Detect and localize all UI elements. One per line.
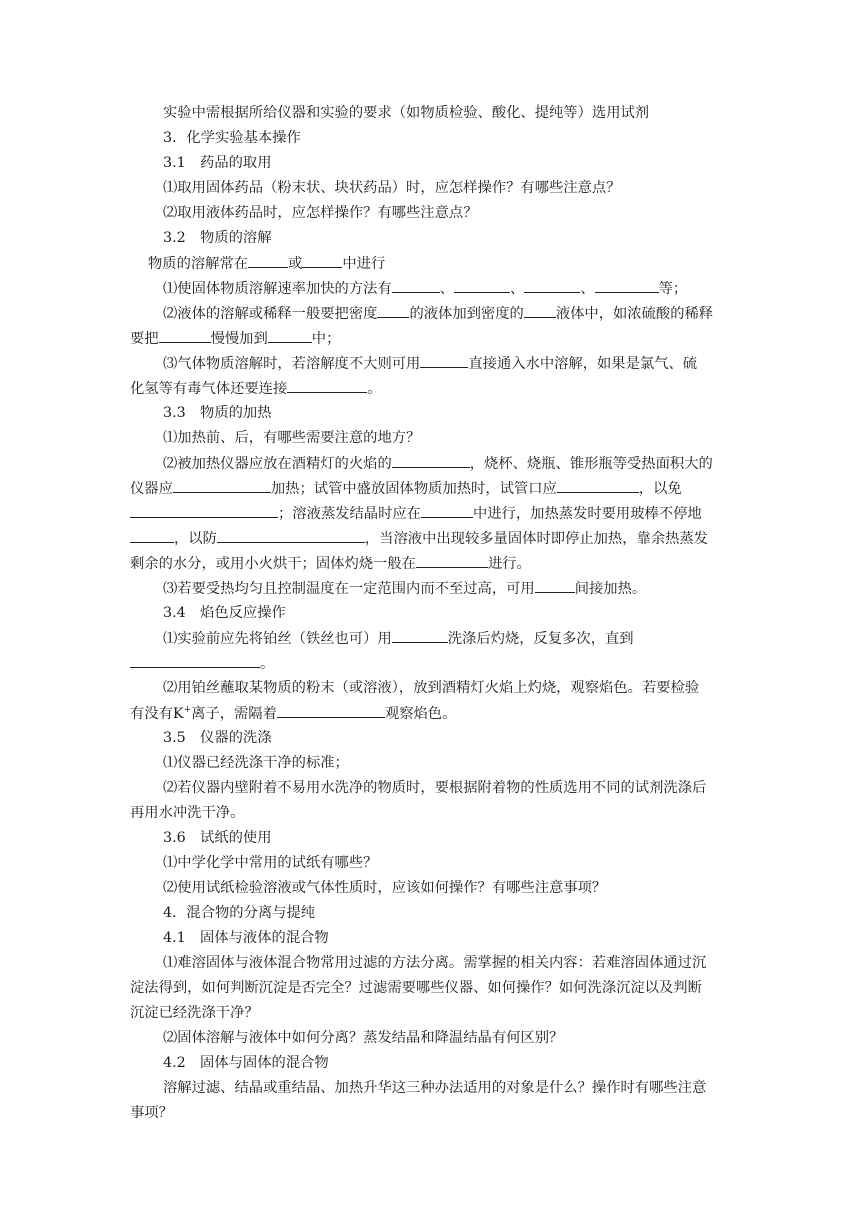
- text-line: ⑵固体溶解与液体中如何分离？蒸发结晶和降温结晶有何区别？: [163, 1030, 564, 1046]
- text-line: ⑵取用液体药品时，应怎样操作？有哪些注意点？: [163, 205, 478, 221]
- text-fragment: ；溶液蒸发结晶时应在: [278, 506, 421, 522]
- text-line: ⑴取用固体药品（粉末状、块状药品）时，应怎样操作？有哪些注意点？: [163, 180, 621, 196]
- text-fragment: ⑵被加热仪器应放在酒精灯的火焰的: [163, 456, 392, 472]
- text-fragment: 。: [260, 656, 275, 672]
- subsection-heading: 3.6 试纸的使用: [163, 830, 272, 846]
- text-line: [130, 328, 340, 349]
- text-line: 淀法得到，如何判断沉淀是否完全？过滤需要哪些仪器、如何操作？如何洗涤沉淀以及判断: [130, 980, 702, 996]
- text-fragment: ，以免: [638, 481, 682, 497]
- text-line: [130, 478, 682, 499]
- fill-blank: [130, 528, 174, 543]
- text-fragment: 等；: [658, 281, 688, 297]
- subsection-heading: 3.4 焰色反应操作: [163, 605, 286, 621]
- fill-blank: [159, 328, 211, 343]
- text-line: [130, 703, 456, 724]
- text-fragment: 剩余的水分，或用小火烘干；固体灼烧一般在: [130, 556, 416, 572]
- fill-blank: [277, 703, 385, 718]
- text-fragment: 物质的溶解常在: [148, 256, 249, 272]
- text-line: [130, 553, 531, 574]
- fill-blank: [454, 278, 510, 293]
- text-line: [130, 528, 708, 549]
- text-fragment: 的液体加到密度的: [409, 306, 524, 322]
- text-fragment: 中；: [311, 331, 341, 347]
- text-fragment: ，烧杯、烧瓶、锥形瓶等受热面积大的: [469, 456, 713, 472]
- text-line: [163, 453, 713, 474]
- text-fragment: 离子，需隔着: [191, 706, 277, 722]
- fill-blank: [524, 278, 580, 293]
- fill-blank: [248, 253, 288, 268]
- text-fragment: 液体中，如浓硫酸的稀释: [555, 306, 714, 322]
- subsection-heading: 4.1 固体与液体的混合物: [163, 930, 329, 946]
- text-fragment: 慢慢加到: [210, 331, 268, 347]
- subsection-heading: 3.1 药品的取用: [163, 155, 272, 171]
- text-fragment: 。: [367, 381, 382, 397]
- text-line: [130, 503, 702, 524]
- text-line: [130, 378, 382, 399]
- text-line: [130, 653, 274, 674]
- text-line: [163, 353, 697, 374]
- text-fragment: 要把: [130, 331, 159, 347]
- text-fragment: 加热；试管中盛放固体物质加热时，试管口应: [270, 481, 557, 497]
- fill-blank: [268, 328, 312, 343]
- text-fragment: ，当溶液中出现较多量固体时即停止加热，靠余热蒸发: [364, 531, 709, 547]
- fill-blank: [392, 628, 448, 643]
- fill-blank: [217, 528, 365, 543]
- text-fragment: 间接加热。: [574, 581, 647, 597]
- text-fragment: ⑴使固体物质溶解速率加快的方法有: [163, 281, 392, 297]
- text-fragment: 直接通入水中溶解，如果是氯气、硫: [468, 356, 698, 372]
- text-fragment: ⑴实验前应先将铂丝（铁丝也可）用: [163, 631, 392, 647]
- fill-blank: [557, 478, 639, 493]
- text-fragment: ⑶气体物质溶解时，若溶解度不大则可用: [163, 356, 421, 372]
- fill-blank: [421, 503, 473, 518]
- text-line: [163, 578, 646, 599]
- text-fragment: ⑶若要受热均匀且控制温度在一定范围内而不至过高，可用: [163, 581, 535, 597]
- text-line: ⑵使用试纸检验溶液或气体性质时，应该如何操作？有哪些注意事项？: [163, 880, 607, 896]
- fill-blank: [420, 353, 468, 368]
- text-fragment: 观察焰色。: [384, 706, 457, 722]
- text-line: ⑴难溶固体与液体混合物常用过滤的方法分离。需掌握的相关内容：若难溶固体通过沉: [163, 955, 707, 971]
- text-fragment: 中进行，加热蒸发时要用玻棒不停地: [472, 506, 702, 522]
- fill-blank: [173, 478, 271, 493]
- text-fragment: 进行。: [487, 556, 531, 572]
- fill-blank: [392, 278, 440, 293]
- fill-blank: [595, 278, 659, 293]
- text-fragment: 化氢等有毒气体还要连接: [130, 381, 288, 397]
- text-line: [163, 303, 713, 324]
- text-fragment: 、: [510, 281, 525, 297]
- subsection-heading: 3.5 仪器的洗涤: [163, 730, 272, 746]
- text-line: 事项？: [130, 1105, 173, 1121]
- text-fragment: 中进行: [342, 256, 386, 272]
- text-line: 实验中需根据所给仪器和实验的要求（如物质检验、酸化、提纯等）选用试剂: [163, 105, 650, 121]
- text-line: ⑵若仪器内壁附着不易用水洗净的物质时，要根据附着物的性质选用不同的试剂洗涤后: [163, 780, 707, 796]
- fill-blank: [302, 253, 342, 268]
- text-fragment: ，以防: [174, 531, 217, 547]
- text-line: [163, 278, 687, 299]
- fill-blank: [392, 453, 470, 468]
- fill-blank: [377, 303, 409, 318]
- text-line: 沉淀已经洗涤干净？: [130, 1005, 259, 1021]
- text-fragment: 或: [288, 256, 303, 272]
- text-line: 再用水冲洗干净。: [130, 805, 245, 821]
- fill-blank: [535, 578, 575, 593]
- superscript: +: [183, 705, 192, 716]
- fill-blank: [287, 378, 367, 393]
- text-fragment: 、: [580, 281, 595, 297]
- text-line: ⑴加热前、后，有哪些需要注意的地方？: [163, 430, 421, 446]
- text-line: [148, 253, 385, 274]
- text-fragment: 洗涤后灼烧，反复多次，直到: [447, 631, 634, 647]
- fill-blank: [416, 553, 488, 568]
- subsection-heading: 3.3 物质的加热: [163, 405, 272, 421]
- text-line: [163, 628, 634, 649]
- fill-blank: [130, 503, 278, 518]
- fill-blank: [524, 303, 556, 318]
- text-line: ⑴中学化学中常用的试纸有哪些？: [163, 855, 378, 871]
- section-heading: 4．混合物的分离与提纯: [163, 905, 316, 921]
- text-fragment: 、: [439, 281, 455, 297]
- subsection-heading: 4.2 固体与固体的混合物: [163, 1055, 329, 1071]
- text-line: ⑵用铂丝蘸取某物质的粉末（或溶液），放到酒精灯火焰上灼烧，观察焰色。若要检验: [163, 680, 700, 696]
- text-fragment: 有没有K: [130, 706, 184, 722]
- fill-blank: [130, 653, 260, 668]
- text-fragment: ⑵液体的溶解或稀释一般要把密度: [163, 306, 378, 322]
- text-line: 溶解过滤、结晶或重结晶、加热升华这三种办法适用的对象是什么？操作时有哪些注意: [163, 1080, 707, 1096]
- text-fragment: 仪器应: [130, 481, 173, 497]
- text-line: ⑴仪器已经洗涤干净的标准；: [163, 755, 349, 771]
- subsection-heading: 3.2 物质的溶解: [163, 230, 272, 246]
- section-heading: 3．化学实验基本操作: [163, 130, 301, 146]
